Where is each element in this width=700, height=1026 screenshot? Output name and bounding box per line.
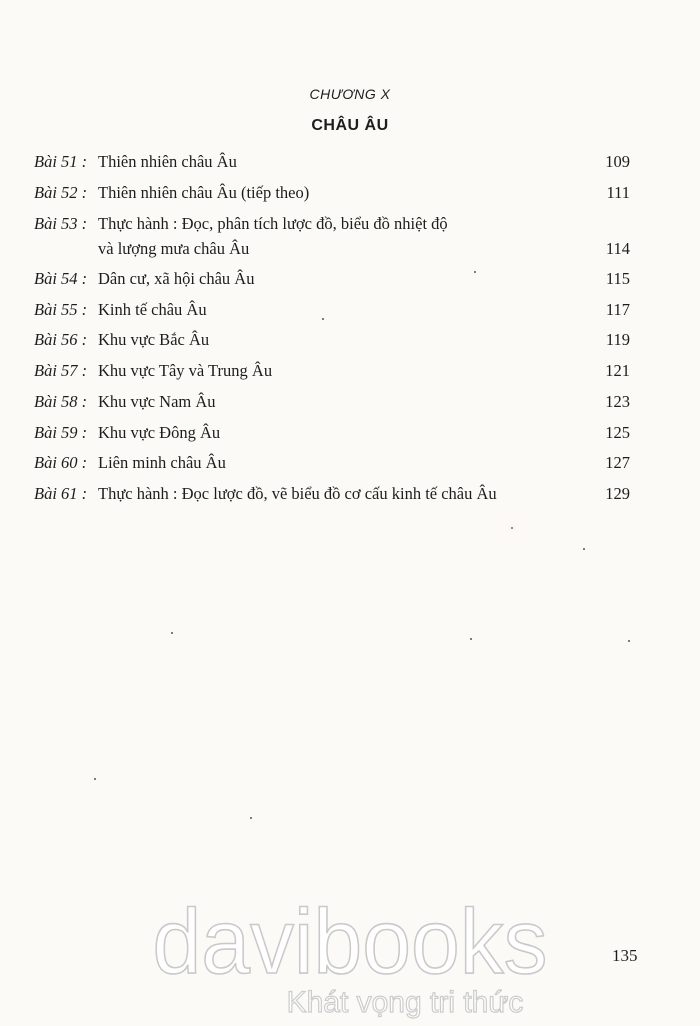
scan-speck [94,778,96,780]
lesson-title: Liên minh châu Âu [98,453,226,472]
lesson-number: Bài 58 : [34,392,88,411]
lesson-page: 121 [605,361,630,380]
lesson-page: 119 [605,330,630,349]
scan-speck [511,527,513,529]
lesson-page: 125 [605,423,630,442]
lesson-title: Thực hành : Đọc, phân tích lược đồ, biểu đồ nhiệt độ [98,214,448,233]
lesson-page: 109 [605,152,630,171]
chapter-label: CHƯƠNG X [309,86,391,102]
lesson-number: Bài 53 : [34,214,88,233]
lesson-number: Bài 56 : [34,330,88,349]
scan-speck [583,548,585,550]
watermark-slogan: Khát vọng tri thức [286,986,524,1019]
scan-speck [250,817,252,819]
lesson-number: Bài 61 : [34,484,88,503]
lesson-page: 115 [605,269,630,288]
scan-speck [474,271,476,273]
lesson-number: Bài 51 : [34,152,88,171]
lesson-title: Khu vực Nam Âu [98,392,216,411]
lesson-title: Khu vực Tây và Trung Âu [98,361,273,380]
lesson-title: Thực hành : Đọc lược đồ, vẽ biểu đồ cơ cấu kinh tế châu Âu [98,484,497,503]
page-number: 135 [612,946,638,965]
lesson-number: Bài 60 : [34,453,88,472]
lesson-number: Bài 52 : [34,183,88,202]
lesson-page: 114 [605,239,630,258]
scan-speck [322,318,324,320]
lesson-number: Bài 57 : [34,361,88,380]
lesson-number: Bài 59 : [34,423,88,442]
scan-speck [470,638,472,640]
lesson-title: Khu vực Đông Âu [98,423,221,442]
lesson-title: Dân cư, xã hội châu Âu [98,269,255,288]
lesson-number: Bài 54 : [34,269,88,288]
lesson-page: 123 [605,392,630,411]
lesson-page: 129 [605,484,630,503]
chapter-title: CHÂU ÂU [311,117,389,134]
watermark-brand: davibooks [152,895,548,993]
lesson-title: Kinh tế châu Âu [98,300,207,319]
lesson-page: 117 [605,300,630,319]
lesson-page: 111 [606,183,630,202]
scan-speck [171,632,173,634]
scan-speck [628,640,630,642]
lesson-number: Bài 55 : [34,300,88,319]
lesson-title-continued: và lượng mưa châu Âu [98,239,250,258]
watermark [150,895,550,1020]
lesson-title: Thiên nhiên châu Âu (tiếp theo) [98,183,310,202]
lesson-title: Khu vực Bắc Âu [98,330,210,349]
lesson-page: 127 [605,453,630,472]
lesson-title: Thiên nhiên châu Âu [98,152,237,171]
